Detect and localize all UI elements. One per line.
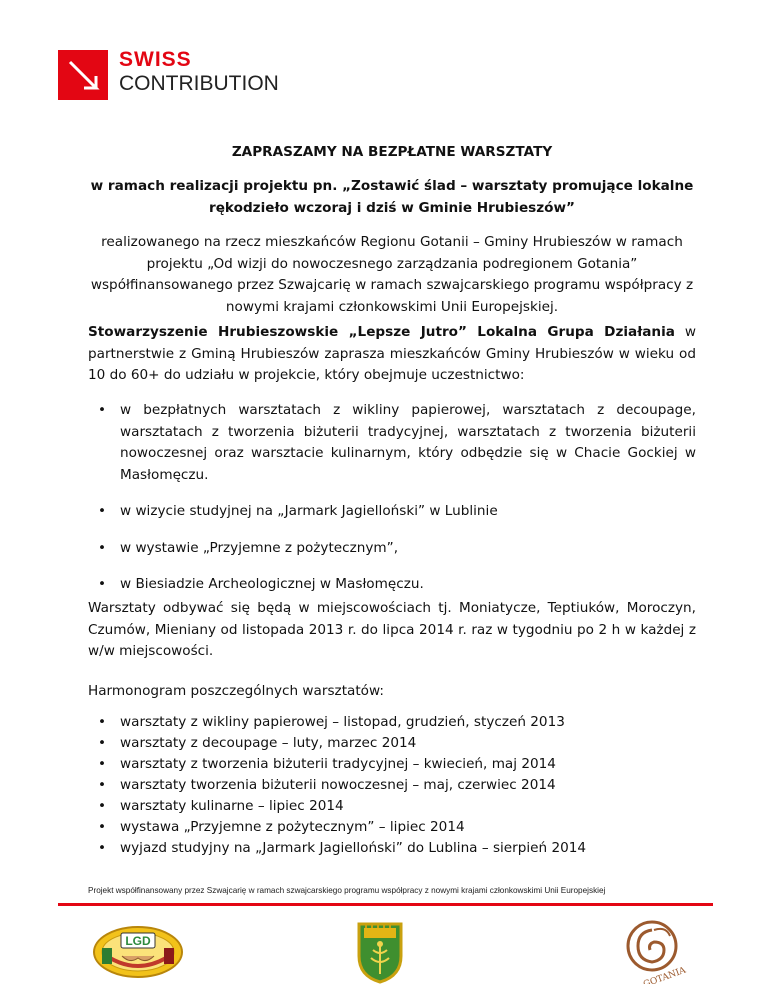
intro-line-2: projektu „Od wizji do nowoczesnego zarządzania podregionem Gotania” [146, 255, 638, 272]
logo-text-swiss: SWISS [119, 48, 192, 71]
gotania-logo-text: GOTANIA [642, 965, 688, 984]
intro-line-3: współfinansowanego przez Szwajcarię w ramach szwajcarskiego programu współpracy z [90, 277, 694, 293]
coat-of-arms-icon [355, 920, 405, 988]
organizer-name: Stowarzyszenie Hrubieszowskie „Lepsze Jutro” Lokalna Grupa Działania [88, 324, 675, 340]
lgd-logo-text: LGD [125, 934, 151, 948]
participation-list [88, 400, 696, 596]
list-item: • wystawa „Przyjemne z pożytecznym” – lipiec 2014 [88, 817, 586, 838]
list-item: • warsztaty z decoupage – luty, marzec 2014 [88, 733, 586, 754]
list-item: • w wizycie studyjnej na „Jarmark Jagielloński” w Lublinie [88, 501, 696, 523]
gotania-logo-icon [620, 916, 688, 988]
intro-line-4: nowymi krajami członkowskimi Unii Europejskiej. [225, 298, 559, 315]
footer-divider [58, 903, 713, 906]
schedule-heading: Harmonogram poszczególnych warsztatów: [88, 683, 384, 699]
list-item: • warsztaty kulinarne – lipiec 2014 [88, 796, 586, 817]
schedule-list [88, 712, 586, 859]
organizer-text: w partnerstwie z Gminą Hrubieszów zaprasza mieszkańców Gminy Hrubieszów w wieku od 10 do 60+ do udziału w projekcie, który obejmuje uczestnictwo: [88, 324, 696, 383]
lgd-logo-icon [92, 924, 184, 984]
list-item: • w wystawie „Przyjemne z pożytecznym”, [88, 538, 696, 560]
list-item: • warsztaty tworzenia biżuterii nowoczesnej – maj, czerwiec 2014 [88, 775, 586, 796]
location-paragraph: Warsztaty odbywać się będą w miejscowościach tj. Moniatycze, Teptiuków, Moroczyn, Czumów, Mieniany od listopada 2013 r. do lipca 2014 r. raz w tygodniu po 2 h w każdej z w/w miejscowości. [88, 600, 696, 659]
subtitle-line-2: rękodzieło wczoraj i dziś w Gminie Hrubieszów” [209, 199, 575, 216]
subtitle-line-1: w ramach realizacji projektu pn. „Zostawić ślad – warsztaty promujące lokalne [90, 178, 694, 194]
list-item: • warsztaty z tworzenia biżuterii tradycyjnej – kwiecień, maj 2014 [88, 754, 586, 775]
page-title: ZAPRASZAMY NA BEZPŁATNE WARSZTATY [231, 144, 553, 160]
list-item: • wyjazd studyjny na „Jarmark Jagielloński” do Lublina – sierpień 2014 [88, 838, 586, 859]
organizer-paragraph [88, 322, 696, 387]
swiss-logo-mark-icon [58, 50, 108, 100]
intro-paragraph [88, 232, 696, 318]
project-subtitle [88, 176, 696, 219]
list-item: • w bezpłatnych warsztatach z wikliny papierowej, warsztatach z decoupage, warsztatach z tworzenia biżuterii tradycyjnej, warsztatach z tworzenia biżuterii nowoczesnej oraz warsztacie kulinarnym, który odbędzie się w Chacie Gockiej w Masłomęczu. [88, 400, 696, 486]
intro-line-1: realizowanego na rzecz mieszkańców Regionu Gotanii – Gminy Hrubieszów w ramach [101, 234, 683, 250]
list-item: • warsztaty z wikliny papierowej – listopad, grudzień, styczeń 2013 [88, 712, 586, 733]
footer-note: Projekt współfinansowany przez Szwajcarię w ramach szwajcarskiego programu współpracy z nowymi krajami członkowskimi Unii Europejskiej [88, 886, 606, 895]
logo-text-contribution: CONTRIBUTION [119, 72, 279, 95]
list-item: • w Biesiadzie Archeologicznej w Masłomęczu. [88, 574, 696, 596]
